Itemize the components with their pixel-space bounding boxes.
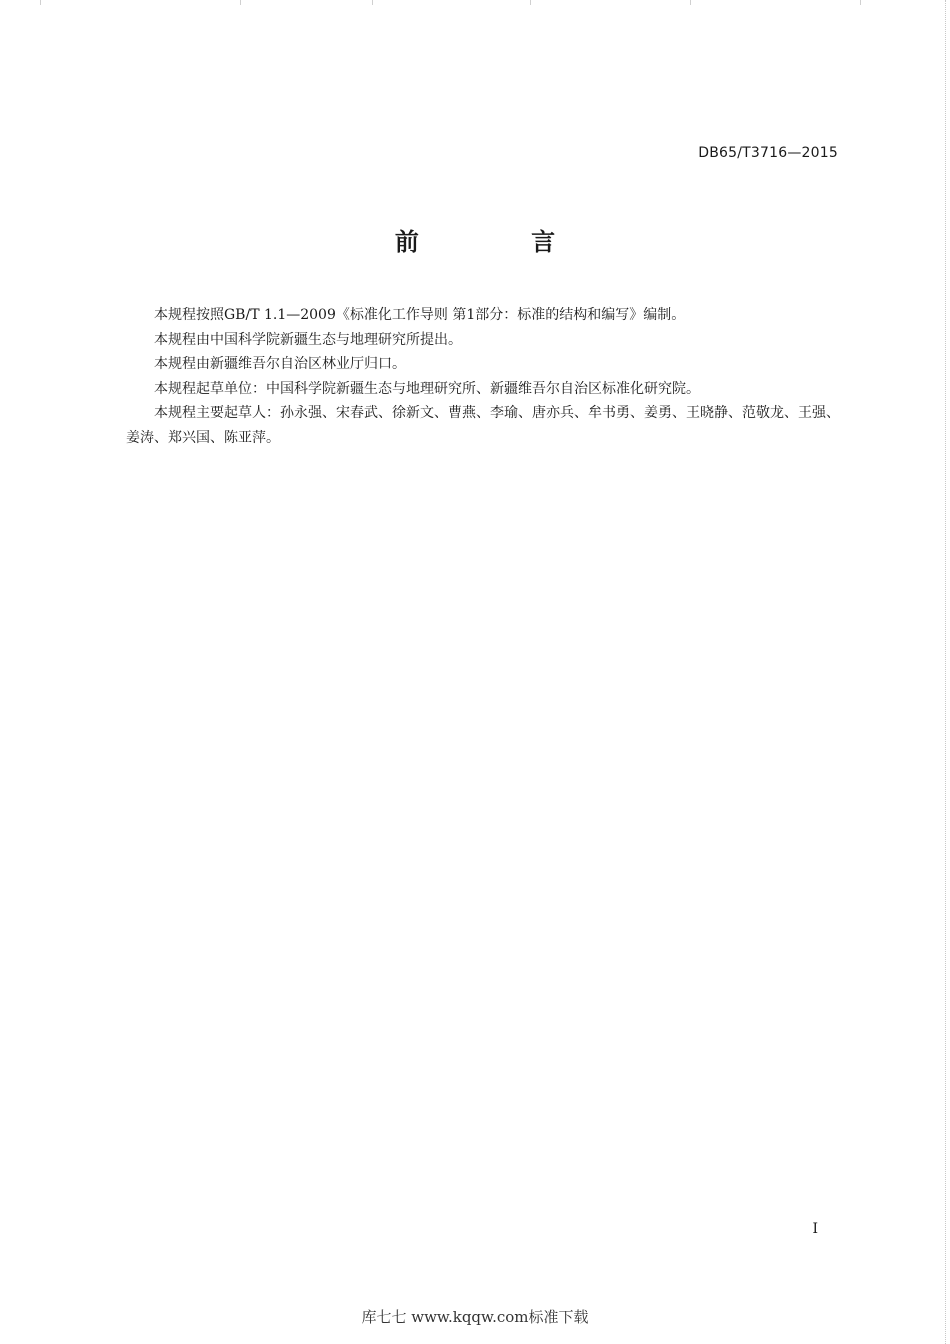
- paragraph: 本规程按照GB/T 1.1—2009《标准化工作导则 第1部分：标准的结构和编写》编制。: [154, 307, 686, 323]
- scan-artifact: [690, 0, 691, 5]
- scan-artifact: [860, 0, 861, 5]
- foreword-body: [126, 303, 840, 450]
- scan-right-edge: [944, 0, 946, 1344]
- paragraph: 本规程由中国科学院新疆生态与地理研究所提出。: [154, 331, 462, 348]
- paragraph: 本规程由新疆维吾尔自治区林业厅归口。: [154, 356, 406, 372]
- scan-artifact: [240, 0, 241, 5]
- scan-artifact: [530, 0, 531, 5]
- paragraph: 本规程主要起草人：孙永强、宋春武、徐新文、曹燕、李瑜、唐亦兵、牟书勇、姜勇、王晓静、范敬龙、王强、姜涛、郑兴国、陈亚萍。: [126, 405, 840, 446]
- document-code: DB65/T3716—2015: [698, 145, 838, 161]
- paragraph: 本规程起草单位：中国科学院新疆生态与地理研究所、新疆维吾尔自治区标准化研究院。: [154, 380, 700, 397]
- scan-artifact: [40, 0, 41, 5]
- page-title: 前 言: [394, 228, 608, 256]
- scan-artifact: [372, 0, 373, 5]
- footer-watermark: 库七七 www.kqqw.com标准下载: [361, 1308, 589, 1326]
- scan-top-edge: [0, 0, 950, 6]
- page-number: I: [812, 1221, 818, 1237]
